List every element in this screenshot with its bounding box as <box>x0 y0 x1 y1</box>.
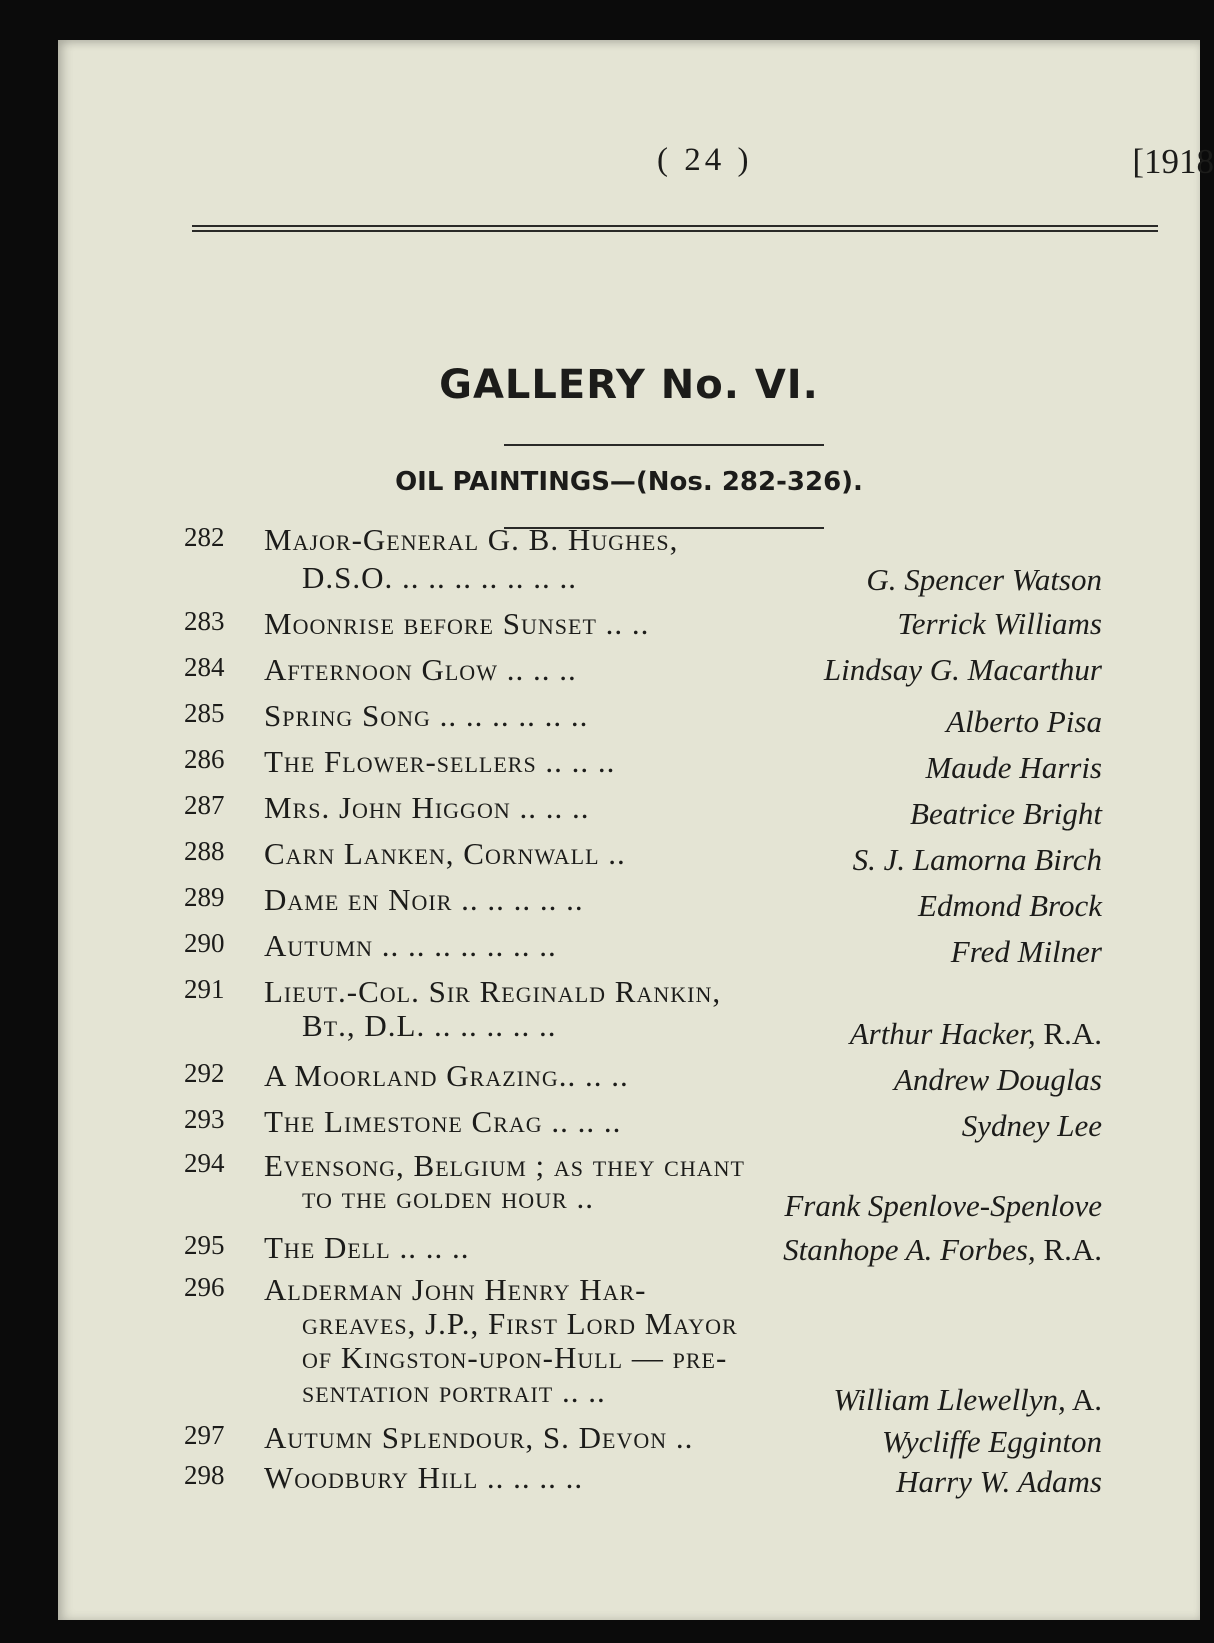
artist-suffix: A. <box>1065 1382 1102 1417</box>
entry-number: 289 <box>184 882 225 912</box>
entry-title-continued: greaves, J.P., First Lord Mayor <box>302 1306 738 1341</box>
entry-title: The Flower-sellers .. .. .. <box>264 744 616 779</box>
artist-name: William Llewellyn, <box>833 1382 1066 1417</box>
entry-title: Lieut.-Col. Sir Reginald Rankin, <box>264 974 722 1009</box>
entry-title: Afternoon Glow .. .. .. <box>264 652 577 687</box>
entry-artist <box>783 1232 1102 1268</box>
entry-number: 285 <box>184 698 225 728</box>
artist-name: Lindsay G. Macarthur <box>823 652 1102 687</box>
entry-number: 293 <box>184 1104 225 1134</box>
artist-name: Stanhope A. Forbes, <box>783 1232 1036 1267</box>
artist-suffix: R.A. <box>1035 1016 1102 1051</box>
entry-artist <box>894 1062 1102 1098</box>
entry-number: 287 <box>184 790 225 820</box>
entry-title: Moonrise before Sunset .. .. <box>264 606 650 641</box>
catalogue-page <box>58 40 1214 1620</box>
entry-artist <box>951 934 1102 970</box>
artist-name: Edmond Brock <box>918 888 1102 923</box>
entry-title: Woodbury Hill .. .. .. .. <box>264 1460 584 1495</box>
artist-name: S. J. Lamorna Birch <box>852 842 1102 877</box>
artist-name: Terrick Williams <box>897 606 1102 641</box>
entry-artist <box>896 1464 1102 1500</box>
entry-number: 294 <box>184 1148 225 1178</box>
entry-artist <box>882 1424 1102 1460</box>
entry-artist <box>853 842 1102 878</box>
entry-artist <box>850 1016 1102 1052</box>
entry-number: 298 <box>184 1460 225 1490</box>
entry-artist <box>833 1382 1102 1418</box>
entry-number: 282 <box>184 522 225 552</box>
artist-name: Alberto Pisa <box>946 704 1102 739</box>
entry-title: Alderman John Henry Har- <box>264 1272 647 1307</box>
artist-name: Andrew Douglas <box>893 1062 1102 1097</box>
entry-artist <box>946 704 1102 740</box>
artist-name: Frank Spenlove-Spenlove <box>784 1188 1102 1223</box>
artist-name: Beatrice Bright <box>910 796 1102 831</box>
entry-number: 290 <box>184 928 225 958</box>
entry-title: Spring Song .. .. .. .. .. .. <box>264 698 589 733</box>
section-title: OIL PAINTINGS—(Nos. 282-326). <box>395 467 863 497</box>
entry-title: The Dell .. .. .. <box>264 1230 470 1265</box>
entry-artist <box>910 796 1102 832</box>
artist-name: Arthur Hacker, <box>849 1016 1036 1051</box>
entry-number: 283 <box>184 606 225 636</box>
entry-artist <box>918 888 1102 924</box>
entry-artist <box>866 562 1102 598</box>
entry-number: 286 <box>184 744 225 774</box>
entry-title-continued: D.S.O. .. .. .. .. .. .. .. <box>302 560 578 595</box>
entry-number: 296 <box>184 1272 225 1302</box>
year-mark: [1918 <box>1132 142 1214 181</box>
catalogue-list <box>58 40 1200 1620</box>
entry-number: 292 <box>184 1058 225 1088</box>
entry-artist <box>925 750 1102 786</box>
entry-title: Autumn .. .. .. .. .. .. .. <box>264 928 557 963</box>
entry-title: Mrs. John Higgon .. .. .. <box>264 790 590 825</box>
entry-title: Evensong, Belgium ; as they chant <box>264 1148 745 1183</box>
page-number: ( 24 ) <box>657 142 753 178</box>
entry-title: Major-General G. B. Hughes, <box>264 522 679 557</box>
gallery-title: GALLERY No. VI. <box>439 362 819 408</box>
entry-artist <box>784 1188 1102 1224</box>
entry-title: Autumn Splendour, S. Devon .. <box>264 1420 694 1455</box>
entry-title: Carn Lanken, Cornwall .. <box>264 836 626 871</box>
entry-number: 288 <box>184 836 225 866</box>
entry-title: The Limestone Crag .. .. .. <box>264 1104 622 1139</box>
artist-name: Maude Harris <box>925 750 1102 785</box>
entry-title-continued: of Kingston-upon-Hull — pre- <box>302 1340 728 1375</box>
artist-name: Harry W. Adams <box>896 1464 1102 1499</box>
entry-number: 297 <box>184 1420 225 1450</box>
entry-title: Dame en Noir .. .. .. .. .. <box>264 882 584 917</box>
artist-name: Fred Milner <box>950 934 1102 969</box>
entry-title-continued: to the golden hour .. <box>302 1180 594 1215</box>
entry-artist <box>962 1108 1102 1144</box>
artist-name: Sydney Lee <box>961 1108 1102 1143</box>
entry-artist <box>824 652 1102 688</box>
entry-number: 284 <box>184 652 225 682</box>
entry-title-continued: sentation portrait .. .. <box>302 1374 606 1409</box>
entry-number: 295 <box>184 1230 225 1260</box>
entry-title-continued: Bt., D.L. .. .. .. .. .. <box>302 1008 557 1043</box>
artist-name: Wycliffe Egginton <box>881 1424 1102 1459</box>
artist-name: G. Spencer Watson <box>866 562 1102 597</box>
entry-title: A Moorland Grazing.. .. .. <box>264 1058 629 1093</box>
entry-artist <box>897 606 1102 642</box>
entry-number: 291 <box>184 974 225 1004</box>
artist-suffix: R.A. <box>1035 1232 1102 1267</box>
